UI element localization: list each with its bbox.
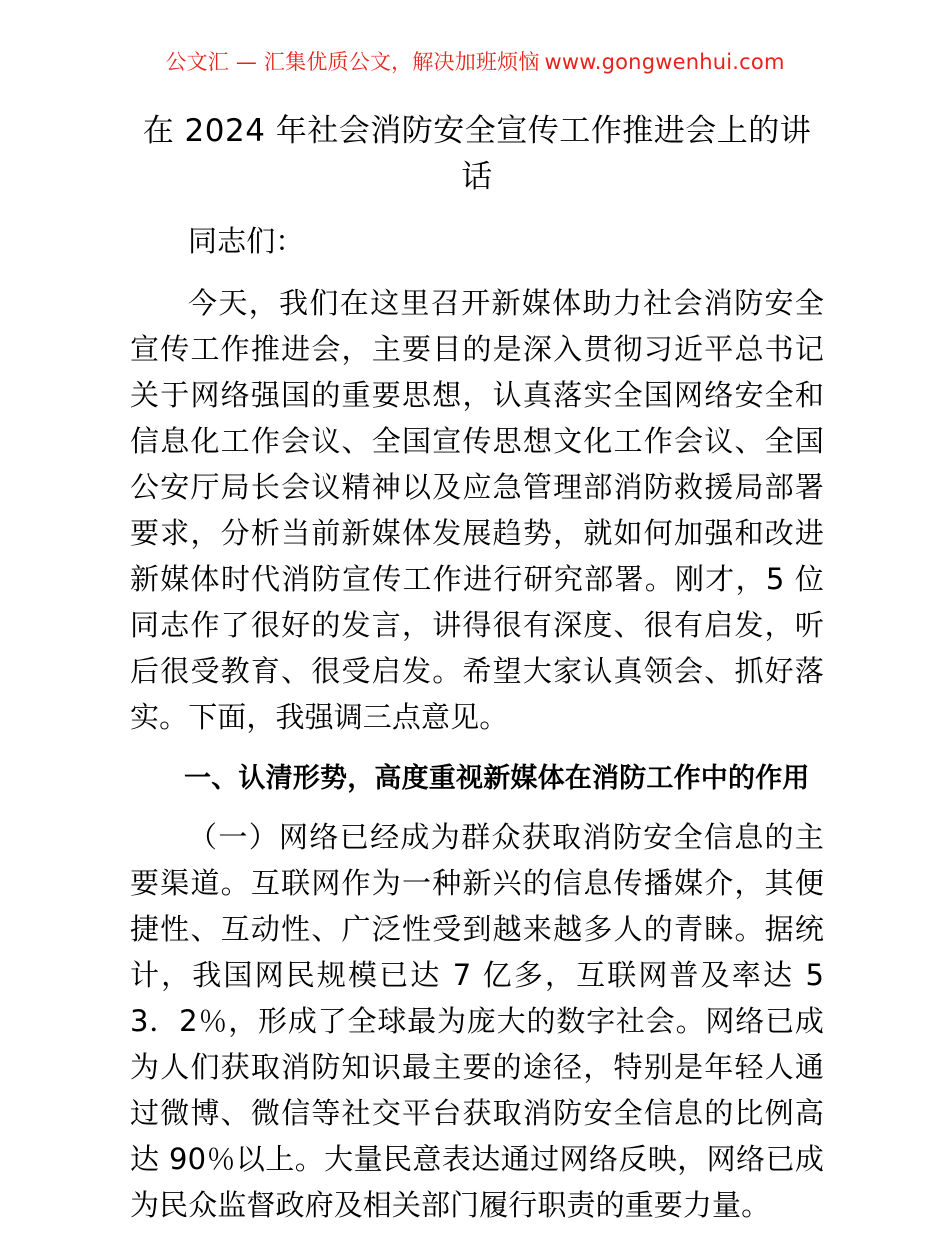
subsection-paragraph-one: （一）网络已经成为群众获取消防安全信息的主要渠道。互联网作为一种新兴的信息传播媒介，其便捷性、互动性、广泛性受到越来越多人的青睐。据统计，我国网民规模已达 7 亿多，互联网普及率达 53．2％，形成了全球最为庞大的数字社会。网络已成为人们获取消防知识最主要的途径，特别是年轻人通过微博、微信等社交平台获取消防安全信息的比例高达 90％以上。大量民意表达通过网络反映，网络已成为民众监督政府及相关部门履行职责的重要力量。 [130, 820, 824, 1222]
watermark-url: www.gongwenhui.com [544, 50, 785, 74]
site-watermark-header [0, 52, 950, 73]
watermark-slogan: 公文汇 — 汇集优质公文，解决加班烦恼 [165, 50, 540, 74]
opening-paragraph: 今天，我们在这里召开新媒体助力社会消防安全宣传工作推进会，主要目的是深入贯彻习近平总书记关于网络强国的重要思想，认真落实全国网络安全和信息化工作会议、全国宣传思想文化工作会议、全国公安厅局长会议精神以及应急管理部消防救援局部署要求，分析当前新媒体发展趋势，就如何加强和改进新媒体时代消防宣传工作进行研究部署。刚才，5 位同志作了很好的发言，讲得很有深度、很有启发，听后很受教育、很受启发。希望大家认真领会、抓好落实。下面，我强调三点意见。 [130, 286, 824, 734]
document-body [130, 108, 824, 1244]
section-heading-one: 一、认清形势，高度重视新媒体在消防工作中的作用 [184, 763, 810, 794]
page-title: 在 2024 年社会消防安全宣传工作推进会上的讲话 [142, 113, 812, 195]
salutation: 同志们： [188, 224, 305, 258]
